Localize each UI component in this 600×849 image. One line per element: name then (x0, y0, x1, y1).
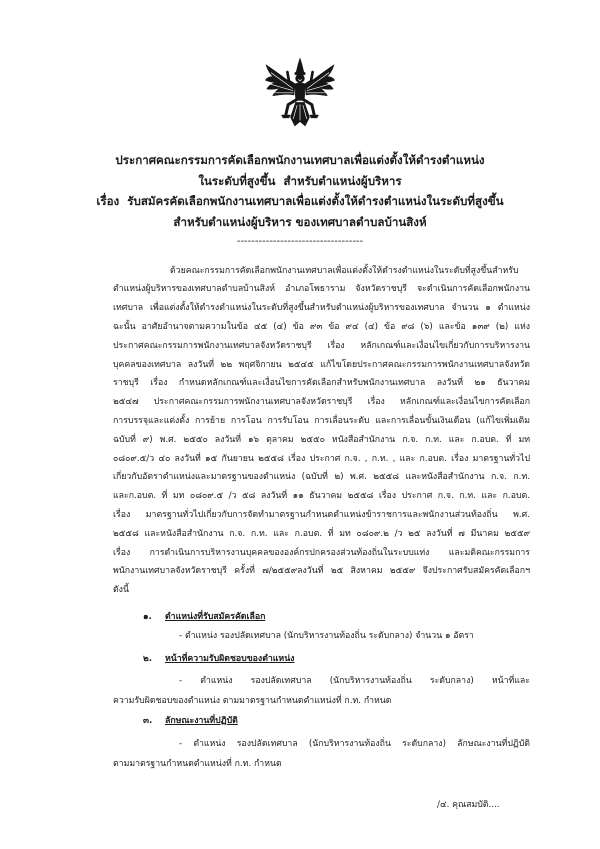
body-line: ราชบุรี เรื่อง กำหนดหลักเกณฑ์และเงื่อนไขการคัดเลือกสำหรับพนักงานเทศบาล ลงวันที่ ๒๑ ธันวาคม (113, 378, 530, 389)
title-separator: ----------------------------------- (236, 236, 364, 247)
section-2-heading (113, 650, 530, 669)
body-line: ดังนี้ (113, 585, 129, 596)
body-line: เรื่อง การดำเนินการบริหารงานบุคคลขององค์กรปกครองส่วนท้องถิ่นในระบบแท่ง และมติคณะกรรมการ (113, 547, 530, 558)
section-3-line: - ตำแหน่ง รองปลัดเทศบาล (นักบริหารงานท้องถิ่น ระดับกลาง) ลักษณะงานที่ปฏิบัติ (179, 738, 530, 749)
section-title: หน้าที่ความรับผิดชอบของตำแหน่ง (165, 653, 295, 664)
section-number: ๑. (143, 611, 152, 622)
body-line: เรื่อง มาตรฐานทั่วไปเกี่ยวกับการจัดทำมาตรฐานกำหนดตำแหน่งข้าราชการและพนักงานส่วนท้องถิ่น พ.ศ. (113, 509, 530, 520)
section-1-line: - ตำแหน่ง รองปลัดเทศบาล (นักบริหารงานท้องถิ่น ระดับกลาง) จำนวน ๑ อัตรา (179, 630, 474, 641)
announcement-body (113, 0, 530, 849)
body-line: ประกาศคณะกรรมการพนักงานเทศบาลจังหวัดราชบุรี เรื่อง หลักเกณฑ์และเงื่อนไขเกี่ยวกับการบริหารงาน (113, 340, 530, 351)
body-line: การบรรจุและแต่งตั้ง การย้าย การโอน การรับโอน การเลื่อนระดับ และการเลื่อนขั้นเงินเดือน (แก้ไขเพิ่มเติม (113, 415, 530, 426)
section-1-heading (113, 608, 530, 627)
section-3-heading (113, 712, 530, 731)
body-line: ๐๘๐๙.๕/ว ๔๐ ลงวันที่ ๑๕ กันยายน ๒๕๕๘ เรื่อง ประกาศ ก.จ. , ก.ท. , และ ก.อบต. เรื่อง มาตรฐานทั่วไป (113, 453, 530, 464)
body-line: พนักงานเทศบาลจังหวัดราชบุรี ครั้งที่ ๗/๒๕๕๙ลงวันที่ ๒๕ สิงหาคม ๒๕๕๙ จึงประกาศรับสมัครคัดเลือกฯ (113, 566, 530, 577)
section-number: ๒. (143, 653, 153, 664)
body-line: บุคคลของเทศบาล ลงวันที่ ๒๒ พฤศจิกายน ๒๕๔๕ แก้ไขโดยประกาศคณะกรรมการพนักงานเทศบาลจังหวัด (113, 359, 530, 370)
section-title: ตำแหน่งที่รับสมัครคัดเลือก (165, 611, 266, 622)
section-3-line: ตามมาตรฐานกำหนดตำแหน่งที่ ก.ท. กำหนด (113, 758, 282, 769)
body-line: ด้วยคณะกรรมการคัดเลือกพนักงานเทศบาลเพื่อแต่งตั้งให้ดำรงตำแหน่งในระดับที่สูงขึ้นสำหรับ (170, 265, 519, 276)
body-line: ๒๕๕๘ และหนังสือสำนักงาน ก.จ. ก.ท. และ ก.อบต. ที่ มท ๐๘๐๙.๒ /ว ๒๕ ลงวันที่ ๗ มีนาคม ๒๕๕๙ (113, 528, 530, 539)
body-line: และก.อบต. ที่ มท ๐๘๐๙.๕ /ว ๕๘ ลงวันที่ ๑๑ ธันวาคม ๒๕๕๘ เรื่อง ประกาศ ก.จ. ก.ท. และ ก.อบต. (113, 491, 530, 502)
section-number: ๓. (143, 715, 153, 726)
body-line: ฉะนั้น อาศัยอำนาจตามความในข้อ ๔๕ (๔) ข้อ ๙๓ ข้อ ๙๔ (๔) ข้อ ๙๘ (๖) และข้อ ๑๓๙ (๒) แห่ง (113, 321, 530, 332)
body-line: เกี่ยวกับอัตราตำแหน่งและมาตรฐานของตำแหน่ง (ฉบับที่ ๒) พ.ศ. ๒๕๕๘ และหนังสือสำนักงาน ก.จ. ก.ท. (113, 472, 530, 483)
page-continuation-note: /๔. คุณสมบัติ.... (437, 799, 500, 810)
title-line: สำหรับตำแหน่งผู้บริหาร ของเทศบาลตำบลบ้านสิงห์ (173, 214, 427, 229)
title-line: เรื่อง รับสมัครคัดเลือกพนักงานเทศบาลเพื่อแต่งตั้งให้ดำรงตำแหน่งในระดับที่สูงขึ้น (96, 194, 504, 208)
body-line: ตำแหน่งผู้บริหารของเทศบาลตำบลบ้านสิงห์ อำเภอโพธาราม จังหวัดราชบุรี จะดำเนินการคัดเลือกพนักงาน (113, 284, 530, 295)
section-title: ลักษณะงานที่ปฏิบัติ (165, 715, 238, 726)
section-2-line: - ตำแหน่ง รองปลัดเทศบาล (นักบริหารงานท้องถิ่น ระดับกลาง) หน้าที่และ (179, 675, 530, 686)
body-line: ฉบับที่ ๙) พ.ศ. ๒๕๕๐ ลงวันที่ ๑๖ ตุลาคม ๒๕๕๐ หนังสือสำนักงาน ก.จ. ก.ท. และ ก.อบต. ที่ มท (113, 434, 530, 445)
section-2-line: ความรับผิดชอบของตำแหน่ง ตามมาตรฐานกำหนดตำแหน่งที่ ก.ท. กำหนด (113, 695, 392, 706)
body-line: ๒๕๔๗ ประกาศคณะกรรมการพนักงานเทศบาลจังหวัดราชบุรี เรื่อง หลักเกณฑ์และเงื่อนไขการคัดเลือก (113, 397, 530, 408)
title-line: ประกาศคณะกรรมการคัดเลือกพนักงานเทศบาลเพื่อแต่งตั้งให้ดำรงตำแหน่ง (115, 153, 485, 167)
title-line: ในระดับที่สูงขึ้น สำหรับตำแหน่งผู้บริหาร (198, 173, 402, 188)
body-line: เทศบาล เพื่อแต่งตั้งให้ดำรงตำแหน่งในระดับที่สูงขึ้นสำหรับตำแหน่งผู้บริหารของเทศบาล จำนวน ๑ ตำแหน่ง (113, 303, 530, 314)
